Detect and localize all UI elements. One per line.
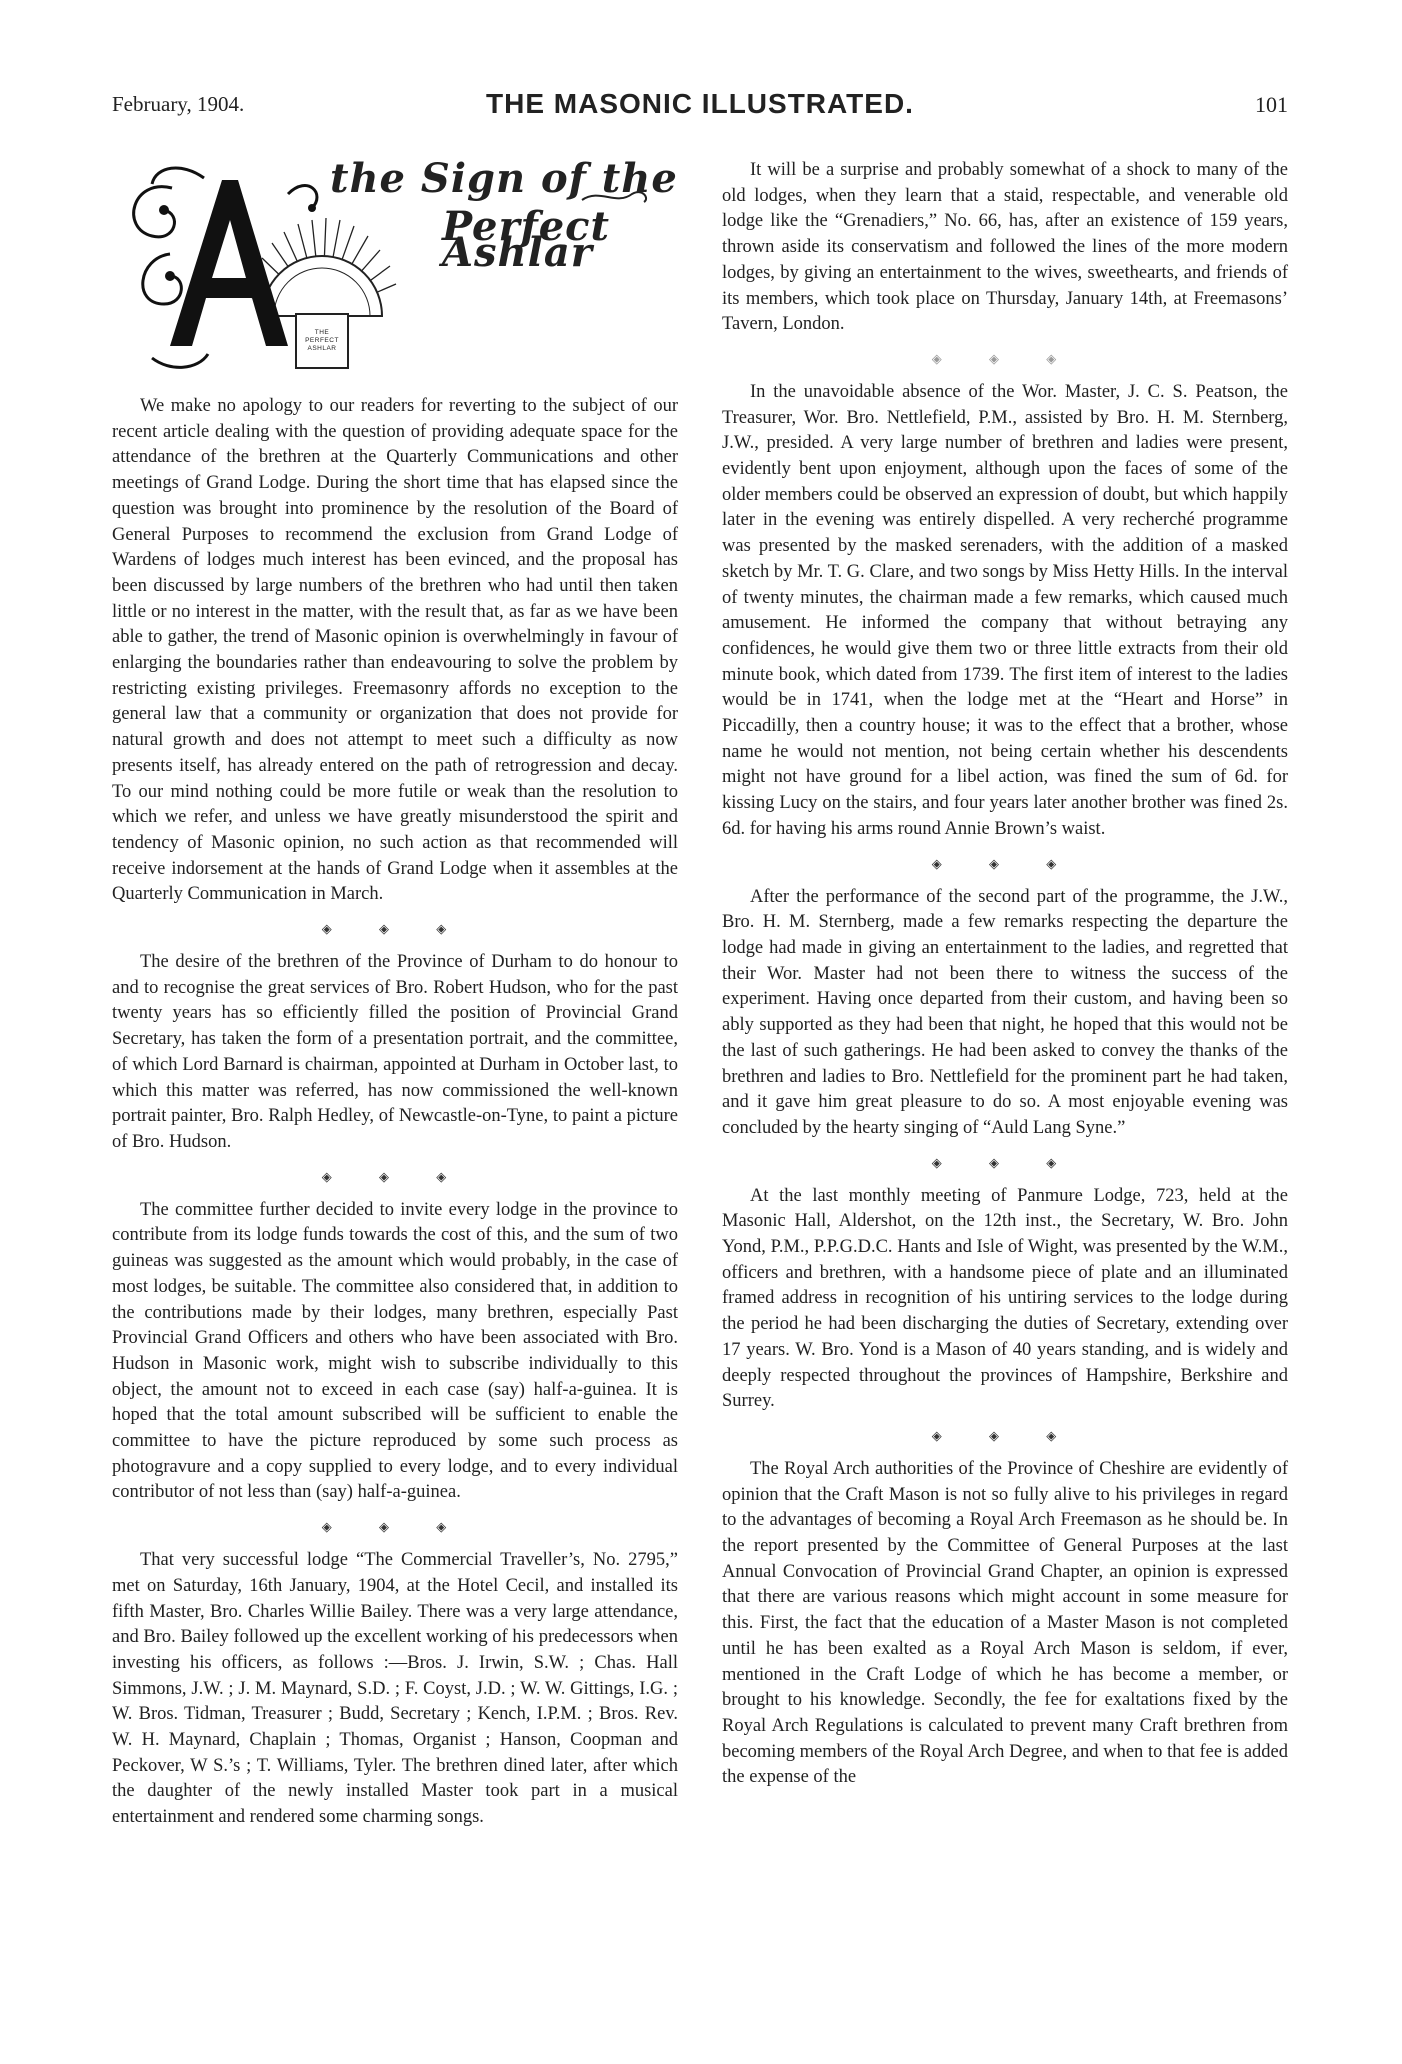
paragraph: The desire of the brethren of the Province of Durham to do honour to and to recognise the great services of Bro. Robert Hudson, who for the past twenty years has so efficiently filled the position of Provincial Grand Secretary, has taken the form of a presentation portrait, and the committee, of which Lord Barnard is chairman, appointed at Durham in October last, to which this matter was referred, has now commissioned the well-known portrait painter, Bro. Ralph Hedley, of Newcastle-on-Tyne, to paint a picture of Bro. Hudson. (112, 952, 678, 1152)
paragraph: The committee further decided to invite every lodge in the province to contribute from its lodge funds towards the cost of this, and the sum of two guineas was suggested as the amount which would probably, in the case of most lodges, be suitable. The committee also considered that, in addition to the contributions made by their lodges, many brethren, especially Past Provincial Grand Officers and others who have been associated with Bro. Hudson in Masonic work, might wish to subscribe individually to this object, the amount not to exceed in each case (say) half-a-guinea. It is hoped that the total amount subscribed will be sufficient to enable the committee to have the picture reproduced by some such process as photogravure and a copy supplied to every lodge, and to every individual contributor of not less than (say) half-a-guinea. (112, 1199, 678, 1503)
left-column (112, 155, 678, 1831)
heading-line-1: the Sign of the (330, 155, 678, 202)
section-heading (112, 155, 678, 386)
section-divider: ◈ ◈ ◈ (931, 1154, 1079, 1170)
section-divider: ◈ ◈ ◈ (931, 855, 1079, 871)
paragraph: We make no apology to our readers for reverting to the subject of our recent article dealing with the question of providing adequate space for the attendance of the brethren at the Quarterly Communications and other meetings of Grand Lodge. During the short time that has elapsed since the question was brought into prominence by the resolution of the Board of General Purposes to recommend the exclusion from Grand Lodge of Wardens of lodges much interest has been evinced, and the proposal has been discussed by large numbers of the brethren who had until then taken little or no interest in the matter, with the result that, as far as we have been able to gather, the trend of Masonic opinion is overwhelmingly in favour of enlarging the boundaries rather than endeavouring to solve the problem by restricting existing privileges. Freemasonry affords no exception to the general law that a community or organization that does not provide for natural growth and does not attempt to meet such a difficulty as now presents itself, has already entered on the path of retrogression and decay. To our mind nothing could be more futile or weak than the resolution to which we refer, and unless we have greatly misunderstood the spirit and tendency of Masonic opinion, no such action as that recommended will receive indorsement at the hands of Grand Lodge when it assembles at the Quarterly Communication in March. (112, 396, 678, 905)
heading-line-2: Perfect Ashlar (442, 203, 611, 276)
section-divider: ◈ ◈ ◈ (321, 921, 469, 937)
section-divider: ◈ ◈ ◈ (931, 350, 1079, 366)
paragraph: At the last monthly meeting of Panmure Lodge, 723, held at the Masonic Hall, Aldershot, on the 12th inst., the Secretary, W. Bro. John Yond, P.M., P.P.G.D.C. Hants and Isle of Wight, was presented by the W.M., officers and brethren, with a handsome piece of plate and an illuminated framed address in recognition of his untiring services to the lodge during the period he had been discharging the duties of Secretary, extending over 17 years. W. Bro. Yond is a Mason of 40 years standing, and is widely and deeply respected throughout the provinces of Hampshire, Berkshire and Surrey. (722, 1185, 1288, 1412)
right-column (722, 158, 1288, 1791)
paragraph: After the performance of the second part of the programme, the J.W., Bro. H. M. Sternberg, made a few remarks respecting the departure the lodge had made in giving an entertainment to the ladies, and regretted that their Wor. Master had not been there to witness the success of the experiment. Having once departed from their custom, and having been so ably supported as they had been that night, he hoped that this would not be the last of such gatherings. He had been asked to convey the thanks of the brethren and ladies to Bro. Nettlefield for the prominent part he had taken, and it gave him great pleasure to do so. A most enjoyable evening was concluded by the hearty singing of “Auld Lang Syne.” (722, 886, 1288, 1138)
section-divider: ◈ ◈ ◈ (321, 1519, 469, 1535)
perfect-ashlar-cube: THE PERFECT ASHLAR (295, 313, 349, 369)
issue-date: February, 1904. (112, 92, 245, 116)
page-number: 101 (1255, 92, 1288, 117)
publication-title: THE MASONIC ILLUSTRATED. (486, 88, 914, 119)
paragraph: It will be a surprise and probably somewhat of a shock to many of the old lodges, when they learn that a staid, respectable, and venerable old lodge like the “Grenadiers,” No. 66, has, after an existence of 159 years, thrown aside its conservatism and followed the lines of the more modern lodges, by giving an entertainment to the wives, sweethearts, and friends of its members, which took place on Thursday, January 14th, at Freemasons’ Tavern, London. (722, 160, 1288, 335)
section-divider: ◈ ◈ ◈ (931, 1427, 1079, 1443)
paragraph: In the unavoidable absence of the Wor. Master, J. C. S. Peatson, the Treasurer, Wor. Bro. Nettlefield, P.M., assisted by Bro. H. M. Sternberg, J.W., presided. A very large number of brethren and ladies were present, evidently bent upon enjoyment, although upon the faces of some of the older members could be observed an expression of doubt, but which happily later in the evening was entirely dispelled. A very recherché programme was presented by the masked serenaders, with the addition of a masked sketch by Mr. T. G. Clare, and two songs by Miss Hetty Hills. In the interval of twenty minutes, the chairman made a few remarks, which caused much amusement. He informed the company that without betraying any confidences, he would give them two or three little extracts from their old minute book, which dated from 1739. The first item of interest to the ladies would be in 1741, when the lodge met at the “Heart and Horse” in Piccadilly, then a country house; it was to the effect that a brother, whose name he would not mention, not being certain whether his descendents might not have ground for a libel action, was fined the sum of 6d. for kissing Lucy on the stairs, and four years later another brother was fined 2s. 6d. for having his arms round Annie Brown’s waist. (722, 381, 1288, 839)
paragraph: The Royal Arch authorities of the Province of Cheshire are evidently of opinion that the Craft Mason is not so fully alive to his privileges in regard to the advantages of becoming a Royal Arch Freemason as he should be. In the report presented by the Committee of General Purposes at the last Annual Convocation of Provincial Grand Chapter, an opinion is expressed that there are various reasons which might account in some measure for this. First, the fact that the education of a Master Mason is not completed until he has been exalted as a Royal Arch Mason is seldom, if ever, mentioned in the Craft Lodge of which he has become a member, or brought to his knowledge. Secondly, the fee for exaltations fixed by the Royal Arch Regulations is calculated to prevent many Craft brethren from becoming members of the Royal Arch Degree, and when to that fee is added the expense of the (722, 1458, 1288, 1788)
paragraph: That very successful lodge “The Commercial Traveller’s, No. 2795,” met on Saturday, 16th January, 1904, at the Hotel Cecil, and installed its fifth Master, Bro. Charles Willie Bailey. There was a very large attendance, and Bro. Bailey followed up the excellent working of his predecessors when investing his officers, as follows :—Bros. J. Irwin, S.W. ; Chas. Hall Simmons, J.W. ; J. M. Maynard, S.D. ; F. Coyst, J.D. ; W. W. Gittings, I.G. ; W. Bros. Tidman, Treasurer ; Budd, Secretary ; Kench, I.P.M. ; Bros. Rev. W. H. Maynard, Chaplain ; Thomas, Organist ; Hanson, Coopman and Peckover, W S.’s ; T. Williams, Tyler. The brethren dined later, after which the daughter of the newly installed Master took part in a musical entertainment and rendered some charming songs. (112, 1550, 678, 1828)
running-head (112, 88, 1288, 128)
section-divider: ◈ ◈ ◈ (321, 1168, 469, 1184)
